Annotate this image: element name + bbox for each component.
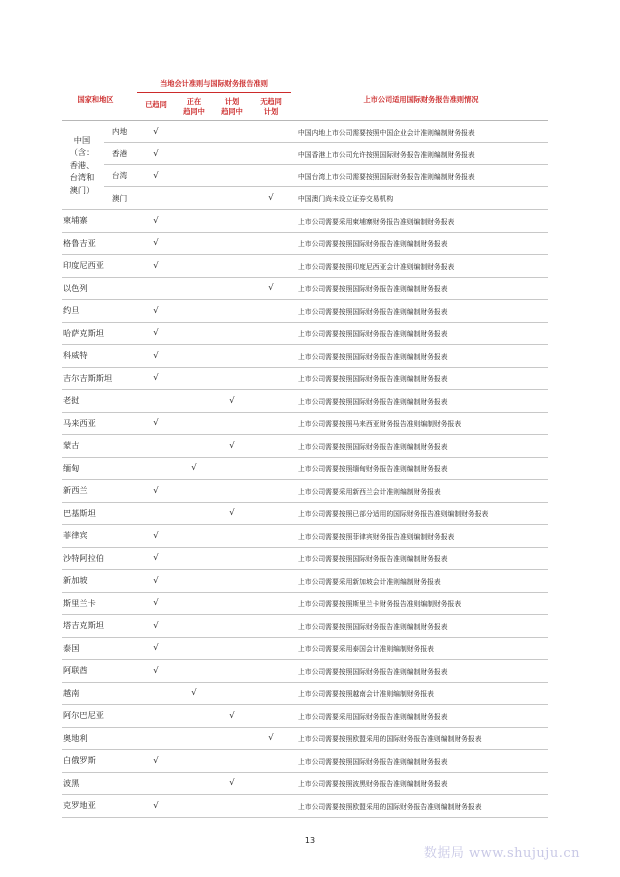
table-row — [62, 548, 548, 571]
table-row — [62, 210, 548, 233]
header-plan-converge: 计划 趋同中 — [221, 97, 243, 116]
china-mark-col2 — [175, 187, 213, 209]
table-row — [62, 233, 548, 256]
row-mark-col1: √ — [153, 238, 159, 249]
row-mark-col3: √ — [229, 710, 235, 721]
row-mark-col4 — [251, 570, 291, 592]
table-row — [62, 795, 548, 818]
country-name: 克罗地亚 — [63, 800, 96, 811]
ifrs-description: 上市公司需要按照国际财务报告准则编制财务报表 — [298, 667, 448, 676]
row-mark-col2 — [175, 323, 213, 345]
row-mark-col3 — [213, 660, 251, 682]
row-mark-col1: √ — [153, 215, 159, 226]
row-mark-col1: √ — [153, 665, 159, 676]
row-mark-col2 — [175, 773, 213, 795]
row-mark-col1 — [137, 278, 175, 300]
ifrs-description: 上市公司需要按照越南会计准则编制财务报表 — [298, 690, 434, 699]
row-mark-col1: √ — [153, 553, 159, 564]
row-mark-col4 — [251, 368, 291, 390]
country-name: 奥地利 — [63, 732, 88, 743]
row-mark-col2 — [175, 368, 213, 390]
row-mark-col1: √ — [153, 800, 159, 811]
row-mark-col1: √ — [153, 418, 159, 429]
page-number: 13 — [304, 836, 316, 845]
china-mark-col2 — [175, 121, 213, 142]
table-row — [62, 323, 548, 346]
row-mark-col2: √ — [191, 688, 197, 699]
ifrs-description: 上市公司需要按照国际财务报告准则编制财务报表 — [298, 285, 448, 294]
table-row — [62, 638, 548, 661]
country-name: 斯里兰卡 — [63, 597, 96, 608]
row-mark-col2 — [175, 345, 213, 367]
header-country-region: 国家和地区 — [77, 95, 114, 104]
row-mark-col3 — [213, 413, 251, 435]
row-mark-col4 — [251, 750, 291, 772]
ifrs-description: 上市公司需要按照斯里兰卡财务报告准则编制财务报表 — [298, 600, 462, 609]
country-name: 格鲁吉亚 — [63, 237, 96, 248]
ifrs-description: 上市公司需要按照国际财务报告准则编制财务报表 — [298, 757, 448, 766]
row-mark-col4 — [251, 255, 291, 277]
ifrs-description: 上市公司需要采用柬埔寨财务报告准则编制财务报表 — [298, 217, 455, 226]
row-mark-col3 — [213, 278, 251, 300]
china-subrows — [104, 121, 548, 209]
row-mark-col4: √ — [268, 733, 274, 744]
table-row — [62, 458, 548, 481]
ifrs-description: 上市公司需要按照印度尼西亚会计准则编制财务报表 — [298, 262, 455, 271]
row-mark-col1 — [137, 705, 175, 727]
table-row — [62, 255, 548, 278]
row-mark-col4 — [251, 525, 291, 547]
row-mark-col3 — [213, 480, 251, 502]
row-mark-col1: √ — [153, 373, 159, 384]
country-name: 哈萨克斯坦 — [63, 327, 104, 338]
ifrs-description: 上市公司需要按照波黑财务报告准则编制财务报表 — [298, 780, 448, 789]
row-mark-col1 — [137, 503, 175, 525]
row-mark-col3 — [213, 300, 251, 322]
row-mark-col2 — [175, 705, 213, 727]
country-name: 塔吉克斯坦 — [63, 620, 104, 631]
table-row — [62, 660, 548, 683]
row-mark-col3 — [213, 750, 251, 772]
row-mark-col4 — [251, 503, 291, 525]
china-mark-col4: √ — [268, 193, 274, 203]
ifrs-description: 上市公司需要按照国际财务报告准则编制财务报表 — [298, 397, 448, 406]
china-subrow — [104, 143, 548, 165]
header-standard-group: 当地会计准则与国际财务报告准则 — [160, 79, 268, 88]
row-mark-col2: √ — [191, 463, 197, 474]
region-name: 香港 — [112, 149, 128, 158]
ifrs-description: 上市公司需要按照国际财务报告准则编制财务报表 — [298, 442, 448, 451]
row-mark-col3 — [213, 795, 251, 817]
row-mark-col1: √ — [153, 755, 159, 766]
row-mark-col3 — [213, 615, 251, 637]
row-mark-col1: √ — [153, 643, 159, 654]
row-mark-col1: √ — [153, 485, 159, 496]
country-name: 菲律宾 — [63, 530, 88, 541]
header-converging: 正在 趋同中 — [183, 97, 205, 116]
row-mark-col1: √ — [153, 598, 159, 609]
ifrs-description: 上市公司需要按照国际财务报告准则编制财务报表 — [298, 555, 448, 564]
header-ifrs-situation: 上市公司适用国际财务报告准则情况 — [363, 95, 479, 104]
china-name: 中国 （含： 香港、 台湾和 澳门） — [69, 134, 95, 195]
country-name: 以色列 — [63, 282, 88, 293]
row-mark-col3 — [213, 255, 251, 277]
row-mark-col4 — [251, 390, 291, 412]
table-row — [62, 480, 548, 503]
table-row — [62, 773, 548, 796]
row-mark-col2 — [175, 638, 213, 660]
country-name: 约旦 — [63, 305, 80, 316]
row-mark-col3: √ — [229, 395, 235, 406]
country-name: 科威特 — [63, 350, 88, 361]
china-subrow — [104, 187, 548, 209]
china-mark-col4 — [251, 143, 291, 164]
country-name: 白俄罗斯 — [63, 755, 96, 766]
row-mark-col1: √ — [153, 530, 159, 541]
row-mark-col1 — [137, 728, 175, 750]
country-name: 马来西亚 — [63, 417, 96, 428]
row-mark-col3: √ — [229, 778, 235, 789]
row-mark-col3 — [213, 638, 251, 660]
row-mark-col2 — [175, 660, 213, 682]
row-mark-col3 — [213, 323, 251, 345]
table-row — [62, 300, 548, 323]
row-mark-col1 — [137, 683, 175, 705]
table-row — [62, 278, 548, 301]
china-mark-col2 — [175, 165, 213, 186]
row-mark-col4 — [251, 548, 291, 570]
row-mark-col2 — [175, 750, 213, 772]
row-mark-col1: √ — [153, 350, 159, 361]
ifrs-description: 上市公司需要采用国际财务报告准则编制财务报表 — [298, 712, 448, 721]
country-name: 沙特阿拉伯 — [63, 552, 104, 563]
country-name: 阿联酋 — [63, 665, 88, 676]
table-row — [62, 593, 548, 616]
header-converged: 已趋同 — [145, 100, 167, 109]
header-no-plan: 无趋同 计划 — [260, 97, 282, 116]
row-mark-col2 — [175, 480, 213, 502]
row-mark-col2 — [175, 233, 213, 255]
ifrs-description: 中国澳门尚未设立证券交易机构 — [298, 195, 394, 203]
row-mark-col3: √ — [229, 508, 235, 519]
table-row — [62, 570, 548, 593]
row-mark-col4 — [251, 435, 291, 457]
row-mark-col1: √ — [153, 305, 159, 316]
row-mark-col4 — [251, 210, 291, 232]
row-mark-col3 — [213, 233, 251, 255]
table-row — [62, 503, 548, 526]
china-group — [62, 121, 548, 210]
ifrs-description: 上市公司需要按照国际财务报告准则编制财务报表 — [298, 330, 448, 339]
table-row — [62, 413, 548, 436]
table-row — [62, 705, 548, 728]
table-row — [62, 615, 548, 638]
row-mark-col1 — [137, 773, 175, 795]
row-mark-col2 — [175, 525, 213, 547]
table-body — [62, 210, 548, 818]
row-mark-col1: √ — [153, 328, 159, 339]
row-mark-col3 — [213, 210, 251, 232]
header-divider — [137, 92, 291, 93]
row-mark-col4 — [251, 345, 291, 367]
china-mark-col3 — [213, 165, 251, 186]
country-name: 蒙古 — [63, 440, 80, 451]
table-row — [62, 525, 548, 548]
ifrs-description: 中国台湾上市公司需要按照国际财务报告准则编制财务报表 — [298, 172, 475, 181]
row-mark-col2 — [175, 435, 213, 457]
ifrs-description: 上市公司需要采用新西兰会计准则编制财务报表 — [298, 487, 441, 496]
china-mark-col3 — [213, 143, 251, 164]
row-mark-col4 — [251, 480, 291, 502]
row-mark-col1: √ — [153, 620, 159, 631]
table-row — [62, 750, 548, 773]
row-mark-col1 — [137, 458, 175, 480]
region-name: 内地 — [112, 127, 128, 136]
row-mark-col3 — [213, 570, 251, 592]
row-mark-col3 — [213, 525, 251, 547]
china-mark-col4 — [251, 165, 291, 186]
ifrs-description: 上市公司需要按照菲律宾财务报告准则编制财务报表 — [298, 532, 455, 541]
table-row — [62, 683, 548, 706]
row-mark-col3 — [213, 458, 251, 480]
row-mark-col4 — [251, 638, 291, 660]
row-mark-col4 — [251, 413, 291, 435]
row-mark-col2 — [175, 503, 213, 525]
row-mark-col3 — [213, 683, 251, 705]
ifrs-description: 中国内地上市公司需要按照中国企业会计准则编制财务报表 — [298, 128, 475, 137]
country-name: 缅甸 — [63, 462, 80, 473]
ifrs-description: 中国香港上市公司允许按照国际财务报告准则编制财务报表 — [298, 150, 475, 159]
ifrs-description: 上市公司需要按照已部分适用的国际财务报告准则编制财务报表 — [298, 510, 489, 519]
country-name: 新加坡 — [63, 575, 88, 586]
row-mark-col2 — [175, 390, 213, 412]
country-name: 泰国 — [63, 642, 80, 653]
row-mark-col2 — [175, 728, 213, 750]
country-name: 波黑 — [63, 777, 80, 788]
row-mark-col2 — [175, 255, 213, 277]
china-mark-col1: √ — [153, 170, 159, 181]
country-name: 吉尔吉斯斯坦 — [63, 372, 113, 383]
row-mark-col2 — [175, 300, 213, 322]
country-name: 阿尔巴尼亚 — [63, 710, 104, 721]
ifrs-description: 上市公司需要按照马来西亚财务报告准则编制财务报表 — [298, 420, 462, 429]
row-mark-col4 — [251, 705, 291, 727]
row-mark-col2 — [175, 278, 213, 300]
country-name: 越南 — [63, 687, 80, 698]
row-mark-col4 — [251, 660, 291, 682]
row-mark-col3 — [213, 345, 251, 367]
region-name: 台湾 — [112, 171, 128, 180]
country-name: 巴基斯坦 — [63, 507, 96, 518]
table-row — [62, 435, 548, 458]
row-mark-col4 — [251, 773, 291, 795]
china-mark-col1 — [137, 187, 175, 209]
region-name: 澳门 — [112, 193, 128, 203]
row-mark-col2 — [175, 593, 213, 615]
row-mark-col4 — [251, 323, 291, 345]
ifrs-description: 上市公司需要按照缅甸财务报告准则编制财务报表 — [298, 465, 448, 474]
country-name: 印度尼西亚 — [63, 260, 104, 271]
table-row — [62, 345, 548, 368]
ifrs-description: 上市公司需要按照国际财务报告准则编制财务报表 — [298, 307, 448, 316]
row-mark-col1 — [137, 435, 175, 457]
table-row — [62, 368, 548, 391]
ifrs-description: 上市公司需要采用新加坡会计准则编制财务报表 — [298, 577, 441, 586]
country-name: 柬埔寨 — [63, 215, 88, 226]
row-mark-col2 — [175, 615, 213, 637]
ifrs-description: 上市公司需要采用泰国会计准则编制财务报表 — [298, 645, 434, 654]
row-mark-col2 — [175, 570, 213, 592]
row-mark-col1: √ — [153, 260, 159, 271]
row-mark-col3 — [213, 728, 251, 750]
row-mark-col2 — [175, 413, 213, 435]
row-mark-col2 — [175, 795, 213, 817]
row-mark-col3 — [213, 368, 251, 390]
table-row — [62, 728, 548, 751]
watermark: 数据局 www.shujuju.cn — [423, 846, 580, 861]
row-mark-col4 — [251, 300, 291, 322]
row-mark-col4 — [251, 795, 291, 817]
ifrs-description: 上市公司需要按照欧盟采用的国际财务报告准则编制财务报表 — [298, 802, 482, 811]
row-mark-col3: √ — [229, 440, 235, 451]
table-header — [62, 75, 548, 121]
row-mark-col4 — [251, 683, 291, 705]
china-mark-col2 — [175, 143, 213, 164]
row-mark-col4 — [251, 458, 291, 480]
row-mark-col3 — [213, 593, 251, 615]
china-mark-col1: √ — [153, 126, 159, 137]
ifrs-description: 上市公司需要按照欧盟采用的国际财务报告准则编制财务报表 — [298, 735, 482, 744]
row-mark-col4: √ — [268, 283, 274, 294]
country-name: 老挝 — [63, 395, 80, 406]
row-mark-col3 — [213, 548, 251, 570]
ifrs-description: 上市公司需要按照国际财务报告准则编制财务报表 — [298, 375, 448, 384]
table-row — [62, 390, 548, 413]
china-mark-col4 — [251, 121, 291, 142]
china-mark-col3 — [213, 187, 251, 209]
row-mark-col1: √ — [153, 575, 159, 586]
ifrs-description: 上市公司需要按照国际财务报告准则编制财务报表 — [298, 352, 448, 361]
ifrs-description: 上市公司需要按照国际财务报告准则编制财务报表 — [298, 622, 448, 631]
ifrs-description: 上市公司需要按照国际财务报告准则编制财务报表 — [298, 240, 448, 249]
row-mark-col4 — [251, 615, 291, 637]
row-mark-col2 — [175, 548, 213, 570]
row-mark-col4 — [251, 233, 291, 255]
china-subrow — [104, 121, 548, 143]
country-name: 新西兰 — [63, 485, 88, 496]
row-mark-col4 — [251, 593, 291, 615]
china-mark-col1: √ — [153, 148, 159, 159]
standards-table — [62, 75, 548, 818]
row-mark-col1 — [137, 390, 175, 412]
china-subrow — [104, 165, 548, 187]
china-mark-col3 — [213, 121, 251, 142]
row-mark-col2 — [175, 210, 213, 232]
